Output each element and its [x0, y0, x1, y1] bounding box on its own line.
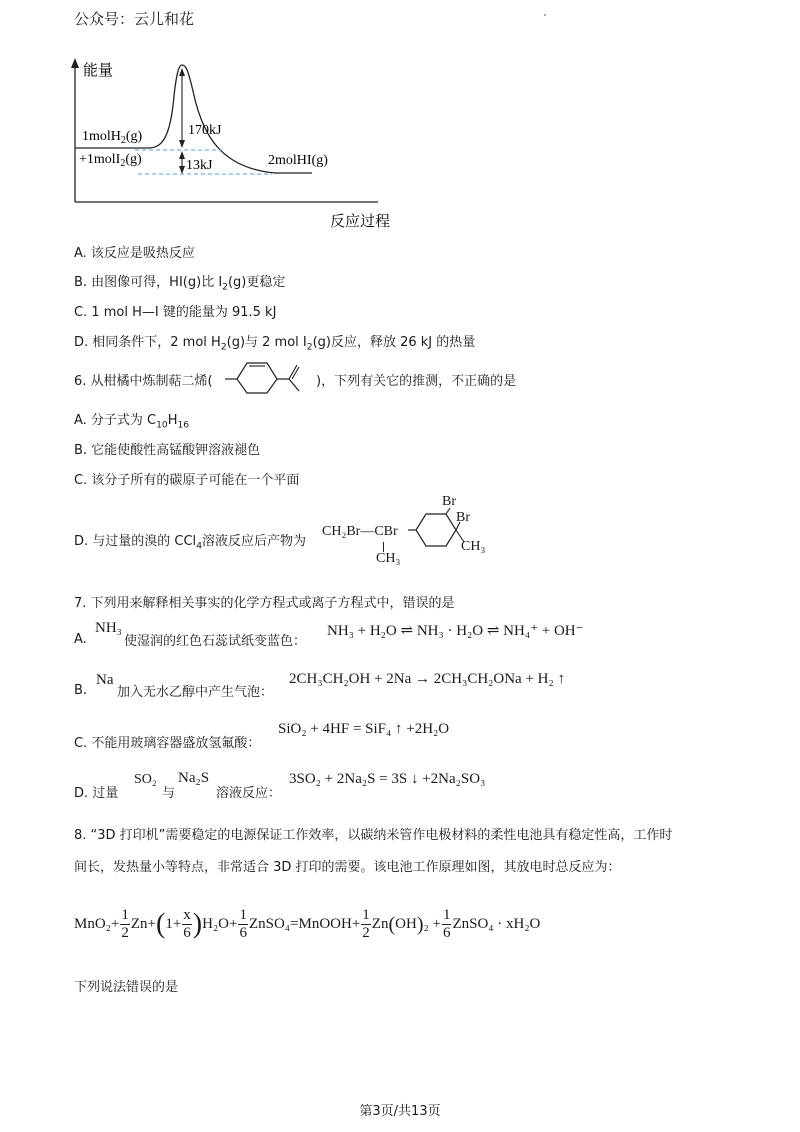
q7-option-c-equation: SiO₂ + 4HF = SiF₄ ↑ +2H₂O — [278, 721, 450, 737]
q7-option-d-text: 溶液反应： — [216, 786, 282, 801]
q7-option-b-subject: Na — [96, 672, 114, 688]
q7-option-a-text: 使湿润的红色石蕊试纸变蓝色： — [124, 634, 307, 649]
ea-arrow-up-icon — [179, 68, 185, 76]
q6-stem-start: 6. 从柑橘中炼制萜二烯( — [74, 374, 213, 389]
page-header: 公众号：云儿和花 — [74, 10, 195, 28]
q5-option-c: C. 1 mol H—I 键的能量为 91.5 kJ — [74, 305, 277, 320]
q7-option-b-text: 加入无水乙醇中产生气泡： — [117, 685, 274, 700]
q8-stem-line2: 间长，发热量小等特点，非常适合 3D 打印的需要。该电池工作原理如图，其放电时总反应为： — [74, 860, 621, 875]
q6-d-ch3-bottom: CH₃ — [376, 551, 401, 566]
q7-option-d-equation: 3SO₂ + 2Na₂S = 3S ↓ +2Na₂SO₃ — [289, 771, 486, 787]
q6-stem-end: )，下列有关它的推测，不正确的是 — [316, 374, 517, 389]
q7-option-d-label: D. 过量 — [74, 786, 119, 801]
x-axis-label: 反应过程 — [330, 212, 391, 230]
ea-arrow-down-icon — [179, 140, 185, 148]
q6-option-b: B. 它能使酸性高锰酸钾溶液褪色 — [74, 443, 261, 458]
q7-option-c-text: C. 不能用玻璃容器盛放氢氟酸： — [74, 736, 261, 751]
y-axis-label: 能量 — [83, 61, 114, 79]
q5-option-a: A. 该反应是吸热反应 — [74, 246, 195, 261]
dh-label: 13kJ — [186, 158, 213, 173]
y-axis-arrow-icon — [71, 58, 79, 68]
q8-equation: MnO₂+ $\frac{1}{2}$ Zn+(1+ $\frac{x}{6}$ )H₂O+ $\frac{1}{6}$ ZnSO₄=MnOOH+ $\frac{1}{2}$ Zn(OH)₂ + $\frac{1}{6}$ ZnSO₄ · xH₂O — [74, 907, 541, 942]
q6-d-ch3-ring: CH₃ — [461, 539, 486, 554]
q7-stem: 7. 下列用来解释相关事实的化学方程式或离子方程式中，错误的是 — [74, 596, 455, 611]
product-label: 2molHI(g) — [268, 153, 328, 168]
dh-arrow-down-icon — [179, 166, 185, 174]
q6-option-c: C. 该分子所有的碳原子可能在一个平面 — [74, 473, 300, 488]
q6-d-br-right: Br — [456, 510, 470, 525]
ea-label: 170kJ — [188, 123, 222, 138]
limonene-structure — [225, 355, 317, 395]
page-number: 第3页/共13页 — [359, 1104, 441, 1119]
q7-option-a-label: A. — [74, 632, 87, 647]
reactant-label-2: +1molI$_2$(g) — [79, 152, 142, 169]
q6-d-br-top: Br — [442, 494, 456, 509]
reactant-label-1: 1molH$_2$(g) — [82, 129, 143, 146]
q5-option-b: B. 由图像可得，HI(g)比 $I_2(g)$更稳定 — [74, 275, 286, 293]
dh-arrow-up-icon — [179, 151, 185, 159]
q7-option-a-equation: NH₃ + H₂O ⇌ NH₃ · H₂O ⇌ NH₄⁺ + OH⁻ — [327, 623, 584, 639]
q7-option-b-label: B. — [74, 683, 88, 698]
q6-d-chain: CH₂Br—CBr — [322, 524, 398, 539]
q6-option-d: D. 与过量的溴的 CCl$_4$溶液反应后产物为 — [74, 534, 306, 552]
q7-option-d-so2: SO₂ — [134, 772, 157, 787]
q7-option-d-na2s: Na₂S — [178, 770, 210, 786]
corner-dot — [544, 14, 546, 16]
energy-diagram — [60, 56, 410, 231]
q7-option-b-equation: 2CH₃CH₂OH + 2Na → 2CH₃CH₂ONa + H₂ ↑ — [289, 671, 565, 687]
q7-option-a-subject: NH₃ — [95, 620, 122, 636]
q7-option-d-with: 与 — [162, 786, 176, 801]
q8-followup: 下列说法错误的是 — [74, 980, 179, 995]
q8-stem-line1: 8. “3D 打印机”需要稳定的电源保证工作效率，以碳纳米管作电极材料的柔性电池具有稳定性高，工作时 — [74, 828, 673, 843]
q6-option-a: A. 分子式为 $C_{10}H_{16}$ — [74, 413, 190, 431]
q5-option-d: D. 相同条件下，2 mol $H_2(g)$与 2 mol $I_2(g)$反应，释放 26 kJ 的热量 — [74, 335, 476, 353]
